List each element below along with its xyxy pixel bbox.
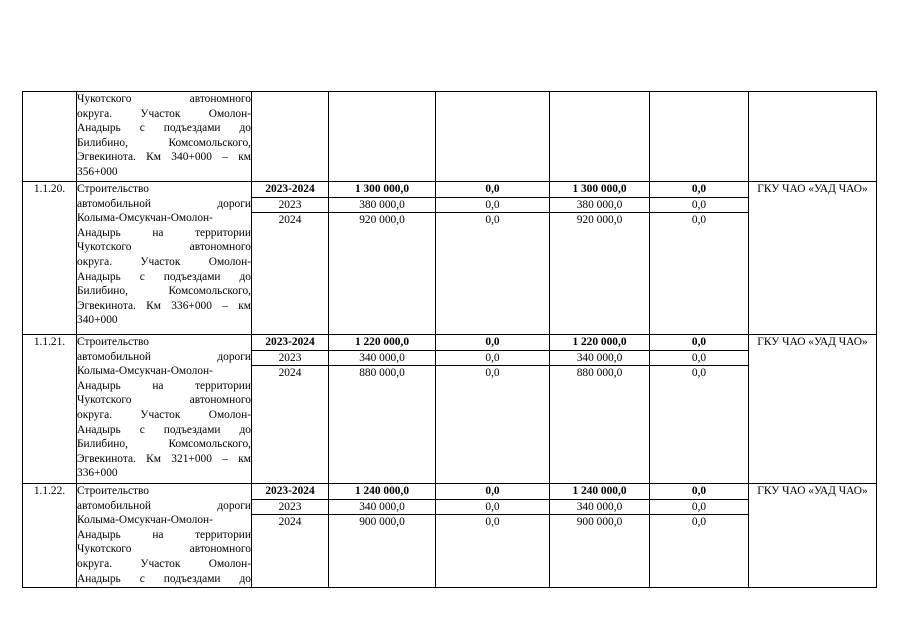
description-line: Эгвекинота. Км 321+000 – км <box>77 452 251 465</box>
table-row <box>23 182 877 335</box>
description-line: автомобильной дороги <box>77 499 251 512</box>
total-value: 900 000,0 <box>359 516 405 529</box>
col3-cell <box>550 335 650 484</box>
description-line: Анадырь с подъездами до <box>77 122 251 135</box>
value: 1 240 000,0 <box>550 484 649 500</box>
description-line: Чукотского автономного <box>77 543 251 556</box>
table-row <box>23 335 877 484</box>
value: 880 000,0 <box>576 367 623 380</box>
description-line: Колыма-Омсукчан-Омолон- <box>77 365 213 378</box>
description-line: Строительство <box>77 336 149 348</box>
description-line: Строительство <box>77 485 149 497</box>
value: 0,0 <box>650 500 748 516</box>
value: 0,0 <box>436 351 549 367</box>
num-cell <box>23 92 77 182</box>
year: 2024 <box>278 214 302 227</box>
description-line: Колыма-Омсукчан-Омолон- <box>77 212 213 225</box>
total-value: 340 000,0 <box>329 500 435 516</box>
years-cell <box>252 92 329 182</box>
description-line: Анадырь с подъездами до <box>77 270 251 283</box>
year-period: 2023-2024 <box>252 484 328 500</box>
total-cell <box>329 335 436 484</box>
description-line: 340+000 <box>77 314 118 327</box>
description-cell <box>77 484 252 588</box>
description-line: Анадырь на территории <box>77 226 251 239</box>
value: 0,0 <box>650 335 748 351</box>
description-cell <box>77 92 252 182</box>
value: 0,0 <box>436 198 549 214</box>
col4-cell <box>650 92 749 182</box>
description-line: Колыма-Омсукчан-Омолон- <box>77 514 213 527</box>
total-value: 340 000,0 <box>329 351 435 367</box>
value: 0,0 <box>485 367 500 380</box>
value: 0,0 <box>436 500 549 516</box>
description-line: округа. Участок Омолон- <box>77 255 251 268</box>
total-value: 920 000,0 <box>359 214 405 227</box>
year: 2024 <box>278 516 302 529</box>
value: 0,0 <box>650 182 748 198</box>
value: 900 000,0 <box>576 516 623 529</box>
total-value: 880 000,0 <box>359 367 405 380</box>
description-line: 336+000 <box>77 467 118 480</box>
description-line: автомобильной дороги <box>77 197 251 210</box>
description-line: Эгвекинота. Км 336+000 – км <box>77 299 251 312</box>
description-line: Чукотского автономного <box>77 241 251 254</box>
value: 0,0 <box>691 516 707 529</box>
years-cell <box>252 335 329 484</box>
value: 340 000,0 <box>550 500 649 516</box>
value: 0,0 <box>436 484 549 500</box>
description-line: Анадырь на территории <box>77 379 251 392</box>
value: 0,0 <box>691 367 707 380</box>
col3-cell <box>550 182 650 335</box>
value: 0,0 <box>485 516 500 529</box>
description-line: Билибино, Комсомольского, <box>77 285 251 298</box>
description-line: Чукотского автономного <box>77 394 251 407</box>
year-period: 2023-2024 <box>252 182 328 198</box>
value: 380 000,0 <box>550 198 649 214</box>
value: 0,0 <box>650 484 748 500</box>
description-line: автомобильной дороги <box>77 350 251 363</box>
program-table <box>22 91 877 588</box>
executor-cell: ГКУ ЧАО «УАД ЧАО» <box>749 484 877 588</box>
col2-cell <box>436 92 550 182</box>
value: 0,0 <box>485 214 500 227</box>
table-row-continuation <box>23 92 877 182</box>
col4-cell <box>650 484 749 588</box>
row-number: 1.1.21. <box>23 335 77 484</box>
value: 920 000,0 <box>576 214 623 227</box>
description-line: Анадырь с подъездами до <box>77 423 251 436</box>
executor-cell: ГКУ ЧАО «УАД ЧАО» <box>749 182 877 335</box>
value: 0,0 <box>436 182 549 198</box>
col4-cell <box>650 182 749 335</box>
years-cell <box>252 484 329 588</box>
description-cell <box>77 335 252 484</box>
total-cell <box>329 92 436 182</box>
total-value: 1 240 000,0 <box>329 484 435 500</box>
description-line: Анадырь с подъездами до <box>77 572 251 585</box>
total-value: 380 000,0 <box>329 198 435 214</box>
row-number: 1.1.22. <box>23 484 77 588</box>
year: 2023 <box>252 500 328 516</box>
total-cell <box>329 484 436 588</box>
description-line: 356+000 <box>77 165 118 178</box>
value: 0,0 <box>436 335 549 351</box>
value: 0,0 <box>691 214 707 227</box>
year: 2024 <box>278 367 302 380</box>
value: 0,0 <box>650 351 748 367</box>
description-line: Билибино, Комсомольского, <box>77 136 251 149</box>
value: 1 220 000,0 <box>550 335 649 351</box>
value: 0,0 <box>650 198 748 214</box>
description-line: округа. Участок Омолон- <box>77 107 251 120</box>
year: 2023 <box>252 198 328 214</box>
col3-cell <box>550 484 650 588</box>
description-line: Чукотского автономного <box>77 93 251 105</box>
years-cell <box>252 182 329 335</box>
value: 1 300 000,0 <box>550 182 649 198</box>
total-value: 1 300 000,0 <box>329 182 435 198</box>
total-cell <box>329 182 436 335</box>
col2-cell <box>436 484 550 588</box>
year: 2023 <box>252 351 328 367</box>
description-cell <box>77 182 252 335</box>
col4-cell <box>650 335 749 484</box>
year-period: 2023-2024 <box>252 335 328 351</box>
table-row <box>23 484 877 588</box>
document-page <box>22 91 876 588</box>
col3-cell <box>550 92 650 182</box>
description-line: Билибино, Комсомольского, <box>77 438 251 451</box>
row-number: 1.1.20. <box>23 182 77 335</box>
description-line: Строительство <box>77 183 149 195</box>
description-line: Эгвекинота. Км 340+000 – км <box>77 151 251 164</box>
description-line: округа. Участок Омолон- <box>77 557 251 570</box>
description-line: округа. Участок Омолон- <box>77 408 251 421</box>
executor-cell: ГКУ ЧАО «УАД ЧАО» <box>749 335 877 484</box>
col2-cell <box>436 182 550 335</box>
col2-cell <box>436 335 550 484</box>
description-line: Анадырь на территории <box>77 528 251 541</box>
executor-cell <box>749 92 877 182</box>
value: 340 000,0 <box>550 351 649 367</box>
total-value: 1 220 000,0 <box>329 335 435 351</box>
